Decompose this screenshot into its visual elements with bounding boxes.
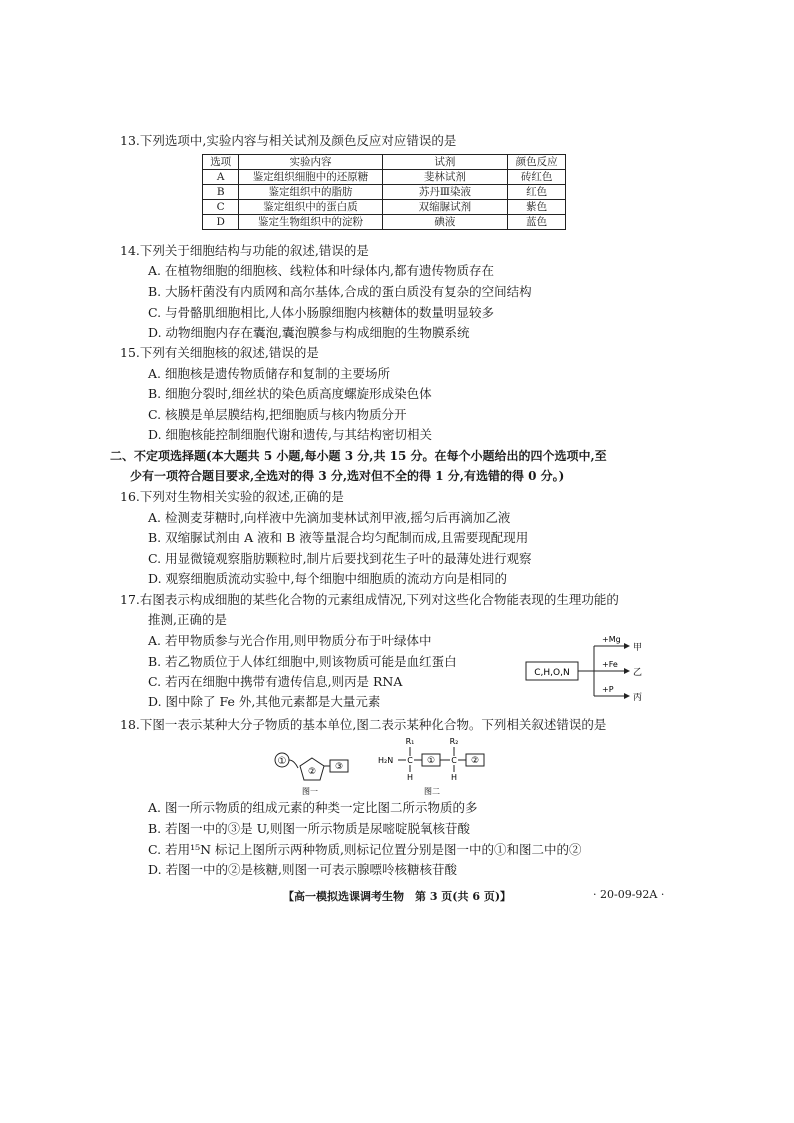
q17-stem-line2: 推测,正确的是 xyxy=(148,612,227,627)
fig2-caption: 图二 xyxy=(424,787,440,796)
table-cell: 砖红色 xyxy=(508,170,566,185)
section2-line2: 少有一项符合题目要求,全选对的得 3 分,选对但不全的得 1 分,有选错的得 0 分。) xyxy=(130,469,565,483)
q18-option-b: B. 若图一中的③是 U,则图一所示物质是尿嘧啶脱氧核苷酸 xyxy=(148,821,470,836)
table-row xyxy=(203,200,566,215)
q17-option-d: D. 图中除了 Fe 外,其他元素都是大量元素 xyxy=(148,694,381,709)
q14-option-b: B. 大肠杆菌没有内质网和高尔基体,合成的蛋白质没有复杂的空间结构 xyxy=(148,284,532,299)
table-row xyxy=(203,185,566,200)
branch-product-label: 丙 xyxy=(633,693,643,703)
table-cell: 斐林试剂 xyxy=(382,170,508,185)
fig2-r1: R₁ xyxy=(405,737,415,746)
fig2-hydrogen: H xyxy=(450,773,458,782)
fig2-carbon: C xyxy=(451,756,457,765)
table-cell: 红色 xyxy=(508,185,566,200)
table-header-row xyxy=(203,155,566,170)
table-cell: A xyxy=(203,170,239,185)
q18-option-c: C. 若用¹⁵N 标记上图所示两种物质,则标记位置分别是图一中的①和图二中的② xyxy=(148,842,582,857)
element-box-label: C,H,O,N xyxy=(534,668,570,678)
table-cell: 碘液 xyxy=(382,215,508,230)
table-cell: 蓝色 xyxy=(508,215,566,230)
q17-option-c: C. 若丙在细胞中携带有遗传信息,则丙是 RNA xyxy=(148,674,403,689)
fig2-label-1: ① xyxy=(426,756,436,766)
branch-product-label: 乙 xyxy=(633,668,643,678)
q14-option-d: D. 动物细胞内存在囊泡,囊泡膜参与构成细胞的生物膜系统 xyxy=(148,325,470,340)
q17-element-diagram xyxy=(522,630,650,706)
branch-element-label: +Mg xyxy=(602,635,621,644)
bond-line xyxy=(289,760,298,768)
table-header-cell: 实验内容 xyxy=(239,155,382,170)
arrow-head-icon xyxy=(624,693,630,699)
footer-code: · 20-09-92A · xyxy=(593,888,665,901)
q15-option-b: B. 细胞分裂时,细丝状的染色质高度螺旋形成染色体 xyxy=(148,386,432,401)
q15-stem: 15.下列有关细胞核的叙述,错误的是 xyxy=(120,345,319,360)
arrow-head-icon xyxy=(624,643,630,649)
q17-option-a: A. 若甲物质参与光合作用,则甲物质分布于叶绿体中 xyxy=(148,633,432,648)
q15-option-c: C. 核膜是单层膜结构,把细胞质与核内物质分开 xyxy=(148,407,407,422)
q18-option-a: A. 图一所示物质的组成元素的种类一定比图二所示物质的多 xyxy=(148,800,478,815)
q14-option-c: C. 与骨骼肌细胞相比,人体小肠腺细胞内核糖体的数量明显较多 xyxy=(148,305,495,320)
fig1-label-2: ② xyxy=(307,767,317,777)
table-header-cell: 颜色反应 xyxy=(508,155,566,170)
branch-product-label: 甲 xyxy=(633,643,643,653)
q16-option-b: B. 双缩脲试剂由 A 液和 B 液等量混合均匀配制而成,且需要现配现用 xyxy=(148,530,529,545)
table-header-cell: 选项 xyxy=(203,155,239,170)
table-row xyxy=(203,215,566,230)
arrow-head-icon xyxy=(624,668,630,674)
q15-option-d: D. 细胞核能控制细胞代谢和遗传,与其结构密切相关 xyxy=(148,427,432,442)
q16-option-c: C. 用显微镜观察脂肪颗粒时,制片后要找到花生子叶的最薄处进行观察 xyxy=(148,551,532,566)
q13-stem: 13.下列选项中,实验内容与相关试剂及颜色反应对应错误的是 xyxy=(120,133,457,148)
fig1-label-1: ① xyxy=(277,756,287,767)
table-header-cell: 试剂 xyxy=(382,155,508,170)
branch-element-label: +Fe xyxy=(602,660,618,669)
q18-option-d: D. 若图一中的②是核糖,则图一可表示腺嘌呤核糖核苷酸 xyxy=(148,862,457,877)
table-cell: 双缩脲试剂 xyxy=(382,200,508,215)
section2-line1: 二、不定项选择题(本大题共 5 小题,每小题 3 分,共 15 分。在每个小题给出的四个选项中,至 xyxy=(110,449,607,463)
q16-stem: 16.下列对生物相关实验的叙述,正确的是 xyxy=(120,489,344,504)
table-cell: 紫色 xyxy=(508,200,566,215)
table-cell: B xyxy=(203,185,239,200)
fig2-hydrogen: H xyxy=(406,773,414,782)
table-row xyxy=(203,170,566,185)
fig1-caption: 图一 xyxy=(302,787,318,796)
q18-stem: 18.下图一表示某种大分子物质的基本单位,图二表示某种化合物。下列相关叙述错误的是 xyxy=(120,717,607,732)
branch-element-label: +P xyxy=(602,685,614,694)
q16-option-d: D. 观察细胞质流动实验中,每个细胞中细胞质的流动方向是相同的 xyxy=(148,571,507,586)
table-cell: 鉴定生物组织中的淀粉 xyxy=(239,215,382,230)
fig2-label-2: ② xyxy=(470,756,480,766)
table-cell: 鉴定组织中的脂肪 xyxy=(239,185,382,200)
footer-page-info: 【高一模拟选课调考生物 第 3 页(共 6 页)】 xyxy=(283,890,512,903)
q14-stem: 14.下列关于细胞结构与功能的叙述,错误的是 xyxy=(120,243,369,258)
fig2-amino: H₂N xyxy=(378,756,394,765)
table-cell: 苏丹Ⅲ染液 xyxy=(382,185,508,200)
q17-stem-line1: 17.右图表示构成细胞的某些化合物的元素组成情况,下列对这些化合物能表现的生理功能的 xyxy=(120,592,619,607)
fig1-label-3: ③ xyxy=(334,762,344,772)
q17-option-b: B. 若乙物质位于人体红细胞中,则该物质可能是血红蛋白 xyxy=(148,654,457,669)
table-cell: 鉴定组织中的蛋白质 xyxy=(239,200,382,215)
q15-option-a: A. 细胞核是遗传物质储存和复制的主要场所 xyxy=(148,366,390,381)
q14-option-a: A. 在植物细胞的细胞核、线粒体和叶绿体内,都有遗传物质存在 xyxy=(148,263,494,278)
q18-figure-two xyxy=(378,736,498,798)
fig2-r2: R₂ xyxy=(449,737,459,746)
q13-table xyxy=(202,154,566,230)
table-cell: D xyxy=(203,215,239,230)
q16-option-a: A. 检测麦芽糖时,向样液中先滴加斐林试剂甲液,摇匀后再滴加乙液 xyxy=(148,510,511,525)
table-cell: C xyxy=(203,200,239,215)
fig2-carbon: C xyxy=(407,756,413,765)
table-cell: 鉴定组织细胞中的还原糖 xyxy=(239,170,382,185)
